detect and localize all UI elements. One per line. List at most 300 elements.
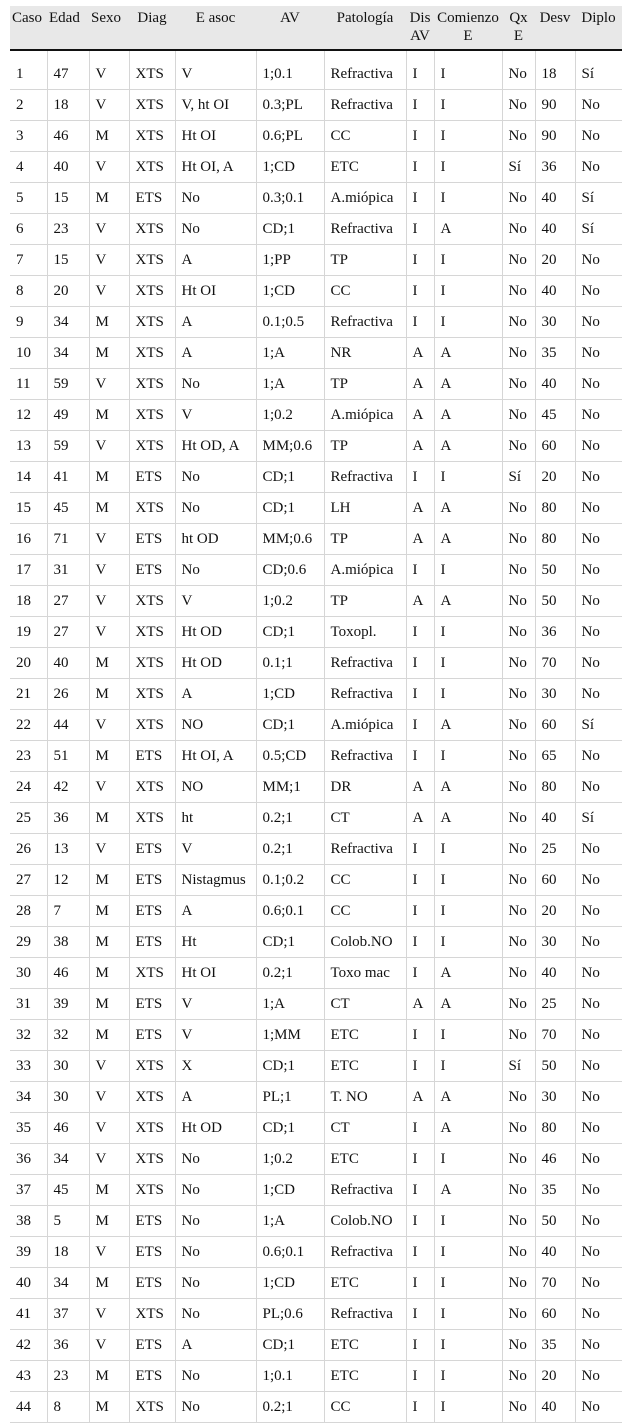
table-cell: 0.6;0.1 [256, 896, 324, 927]
table-cell: No [175, 1175, 256, 1206]
table-cell: 46 [47, 1113, 89, 1144]
table-row [10, 50, 622, 90]
table-cell: M [89, 183, 129, 214]
table-cell: ETC [324, 1268, 406, 1299]
table-cell: I [406, 1237, 434, 1268]
table-cell: MM;1 [256, 772, 324, 803]
table-cell: 27 [10, 865, 47, 896]
table-row [10, 1299, 622, 1330]
table-row [10, 338, 622, 369]
table-cell: No [502, 307, 535, 338]
table-cell: No [502, 710, 535, 741]
table-cell: 0.6;0.1 [256, 1237, 324, 1268]
table-cell: ETS [129, 1237, 175, 1268]
table-row [10, 1020, 622, 1051]
table-cell: I [406, 214, 434, 245]
table-cell: I [434, 245, 502, 276]
table-cell: 39 [47, 989, 89, 1020]
table-cell: ETS [129, 1268, 175, 1299]
table-cell: No [575, 1175, 622, 1206]
table-cell: Ht OD, A [175, 431, 256, 462]
table-cell: No [575, 338, 622, 369]
table-cell: Refractiva [324, 834, 406, 865]
table-cell: No [502, 214, 535, 245]
table-cell: A [175, 1330, 256, 1361]
table-cell: 60 [535, 431, 575, 462]
table-cell: M [89, 1020, 129, 1051]
table-cell: XTS [129, 369, 175, 400]
table-cell: No [575, 617, 622, 648]
table-cell: A [175, 307, 256, 338]
table-cell: 40 [47, 152, 89, 183]
table-cell: 12 [47, 865, 89, 896]
table-cell: 1;A [256, 989, 324, 1020]
table-cell: 38 [47, 927, 89, 958]
table-cell: I [406, 679, 434, 710]
table-cell: 1 [10, 50, 47, 90]
table-row [10, 555, 622, 586]
table-cell: 14 [10, 462, 47, 493]
table-cell: No [175, 555, 256, 586]
table-cell: ETC [324, 1330, 406, 1361]
table-cell: 65 [535, 741, 575, 772]
table-cell: A [434, 338, 502, 369]
table-cell: XTS [129, 276, 175, 307]
table-cell: 32 [47, 1020, 89, 1051]
table-cell: I [434, 50, 502, 90]
table-cell: 12 [10, 400, 47, 431]
table-cell: 45 [47, 1175, 89, 1206]
table-cell: ETC [324, 1020, 406, 1051]
table-cell: ht [175, 803, 256, 834]
table-cell: A [406, 369, 434, 400]
table-row [10, 307, 622, 338]
table-cell: No [502, 90, 535, 121]
table-cell: CT [324, 989, 406, 1020]
table-cell: NO [175, 710, 256, 741]
table-cell: No [575, 989, 622, 1020]
table-cell: ETS [129, 555, 175, 586]
table-cell: A.miópica [324, 400, 406, 431]
table-cell: No [175, 369, 256, 400]
table-cell: 8 [47, 1392, 89, 1423]
table-cell: No [502, 679, 535, 710]
table-cell: I [406, 1144, 434, 1175]
table-cell: 2 [10, 90, 47, 121]
table-cell: 20 [535, 462, 575, 493]
table-cell: A [434, 958, 502, 989]
table-cell: 18 [47, 1237, 89, 1268]
table-cell: No [575, 1361, 622, 1392]
table-cell: 38 [10, 1206, 47, 1237]
table-cell: I [406, 245, 434, 276]
table-cell: A [434, 524, 502, 555]
table-cell: XTS [129, 679, 175, 710]
table-cell: 1;CD [256, 1175, 324, 1206]
table-cell: Ht OI [175, 121, 256, 152]
table-cell: V [89, 369, 129, 400]
table-cell: A [406, 989, 434, 1020]
table-cell: 40 [535, 369, 575, 400]
table-cell: ETS [129, 896, 175, 927]
table-cell: 0.2;1 [256, 958, 324, 989]
table-cell: I [406, 90, 434, 121]
table-row [10, 152, 622, 183]
table-cell: No [502, 772, 535, 803]
table-cell: 1;MM [256, 1020, 324, 1051]
table-cell: No [502, 586, 535, 617]
table-cell: Refractiva [324, 462, 406, 493]
table-cell: 30 [47, 1082, 89, 1113]
table-cell: 15 [10, 493, 47, 524]
table-cell: No [575, 1051, 622, 1082]
table-cell: I [406, 741, 434, 772]
table-cell: 46 [535, 1144, 575, 1175]
table-cell: I [434, 1268, 502, 1299]
column-header [129, 6, 175, 50]
column-header-line: Desv [539, 10, 571, 26]
table-cell: I [434, 1392, 502, 1423]
table-cell: No [502, 1268, 535, 1299]
table-cell: XTS [129, 307, 175, 338]
table-cell: Toxo mac [324, 958, 406, 989]
table-cell: 25 [535, 834, 575, 865]
table-cell: CT [324, 1113, 406, 1144]
table-cell: 1;0.2 [256, 586, 324, 617]
column-header [535, 6, 575, 50]
table-row [10, 927, 622, 958]
column-header-line: Sexo [91, 10, 121, 26]
table-cell: 0.1;0.2 [256, 865, 324, 896]
table-cell: No [575, 1299, 622, 1330]
table-cell: A [406, 431, 434, 462]
table-cell: TP [324, 431, 406, 462]
table-cell: XTS [129, 493, 175, 524]
table-cell: I [406, 927, 434, 958]
table-cell: 15 [47, 245, 89, 276]
table-cell: 18 [47, 90, 89, 121]
table-cell: 50 [535, 1206, 575, 1237]
table-cell: No [502, 400, 535, 431]
table-row [10, 245, 622, 276]
table-cell: No [502, 834, 535, 865]
table-row [10, 1175, 622, 1206]
table-cell: A.miópica [324, 183, 406, 214]
table-cell: V [89, 710, 129, 741]
table-cell: 23 [47, 214, 89, 245]
table-cell: V [89, 152, 129, 183]
table-cell: XTS [129, 431, 175, 462]
table-cell: A [406, 586, 434, 617]
table-cell: M [89, 679, 129, 710]
table-cell: No [502, 183, 535, 214]
table-cell: XTS [129, 617, 175, 648]
table-row [10, 896, 622, 927]
table-cell: I [406, 121, 434, 152]
table-cell: ETC [324, 1144, 406, 1175]
table-cell: XTS [129, 648, 175, 679]
table-cell: V [89, 245, 129, 276]
table-cell: ETS [129, 927, 175, 958]
table-cell: 26 [10, 834, 47, 865]
table-cell: PL;0.6 [256, 1299, 324, 1330]
table-row [10, 586, 622, 617]
table-cell: No [575, 1392, 622, 1423]
table-cell: 36 [10, 1144, 47, 1175]
table-cell: I [406, 555, 434, 586]
table-cell: 50 [535, 586, 575, 617]
table-cell: No [575, 245, 622, 276]
table-cell: 19 [10, 617, 47, 648]
table-row [10, 1330, 622, 1361]
table-cell: A [434, 1113, 502, 1144]
table-cell: M [89, 927, 129, 958]
table-cell: A [406, 338, 434, 369]
table-cell: Sí [575, 50, 622, 90]
table-cell: 8 [10, 276, 47, 307]
table-cell: A [175, 338, 256, 369]
table-cell: 31 [47, 555, 89, 586]
table-cell: 1;A [256, 1206, 324, 1237]
table-cell: 34 [47, 1144, 89, 1175]
table-row [10, 1206, 622, 1237]
table-cell: Refractiva [324, 679, 406, 710]
table-cell: 33 [10, 1051, 47, 1082]
table-cell: I [434, 152, 502, 183]
table-cell: I [434, 1206, 502, 1237]
table-cell: No [502, 1392, 535, 1423]
table-cell: 1;CD [256, 1268, 324, 1299]
table-cell: 50 [535, 1051, 575, 1082]
table-cell: 60 [535, 710, 575, 741]
table-cell: 40 [47, 648, 89, 679]
table-cell: 41 [10, 1299, 47, 1330]
table-cell: No [575, 958, 622, 989]
table-cell: 27 [47, 617, 89, 648]
table-cell: No [575, 1144, 622, 1175]
table-cell: 7 [47, 896, 89, 927]
table-row [10, 710, 622, 741]
table-cell: No [502, 989, 535, 1020]
table-cell: I [406, 1051, 434, 1082]
table-cell: 20 [10, 648, 47, 679]
column-header-line: E [463, 28, 473, 44]
table-cell: A [434, 710, 502, 741]
table-cell: 50 [535, 555, 575, 586]
table-cell: Refractiva [324, 1299, 406, 1330]
column-header [324, 6, 406, 50]
table-cell: I [406, 183, 434, 214]
table-cell: Nistagmus [175, 865, 256, 896]
table-cell: 45 [47, 493, 89, 524]
table-cell: 22 [10, 710, 47, 741]
table-cell: No [502, 1082, 535, 1113]
table-body [10, 50, 622, 1423]
table-row [10, 648, 622, 679]
table-cell: No [575, 462, 622, 493]
table-cell: M [89, 896, 129, 927]
table-cell: 28 [10, 896, 47, 927]
table-cell: No [502, 1175, 535, 1206]
table-cell: XTS [129, 90, 175, 121]
table-cell: CD;1 [256, 493, 324, 524]
table-row [10, 121, 622, 152]
table-cell: No [575, 369, 622, 400]
table-cell: 35 [10, 1113, 47, 1144]
column-header [175, 6, 256, 50]
table-cell: No [502, 338, 535, 369]
table-cell: 1;0.1 [256, 1361, 324, 1392]
table-cell: 34 [10, 1082, 47, 1113]
table-cell: 0.3;0.1 [256, 183, 324, 214]
table-cell: No [502, 896, 535, 927]
table-cell: Sí [575, 803, 622, 834]
column-header-line: Caso [12, 10, 42, 26]
table-cell: V [175, 834, 256, 865]
table-cell: No [175, 1237, 256, 1268]
table-row [10, 1144, 622, 1175]
table-cell: V [89, 555, 129, 586]
table-cell: 51 [47, 741, 89, 772]
table-cell: No [175, 1361, 256, 1392]
column-header [406, 6, 434, 50]
table-cell: V [89, 90, 129, 121]
table-cell: No [575, 90, 622, 121]
table-cell: No [575, 555, 622, 586]
table-cell: No [575, 1020, 622, 1051]
table-cell: XTS [129, 958, 175, 989]
table-cell: 6 [10, 214, 47, 245]
table-cell: I [406, 1020, 434, 1051]
table-cell: Ht OD [175, 617, 256, 648]
table-cell: No [575, 121, 622, 152]
table-cell: I [434, 1020, 502, 1051]
table-cell: A.miópica [324, 710, 406, 741]
table-cell: 60 [535, 1299, 575, 1330]
table-cell: No [575, 493, 622, 524]
table-cell: M [89, 1206, 129, 1237]
table-cell: No [575, 834, 622, 865]
table-cell: A [406, 1082, 434, 1113]
table-cell: Refractiva [324, 50, 406, 90]
table-cell: 44 [47, 710, 89, 741]
table-cell: XTS [129, 152, 175, 183]
table-cell: TP [324, 524, 406, 555]
table-row [10, 772, 622, 803]
table-cell: 30 [47, 1051, 89, 1082]
table-cell: CD;1 [256, 1330, 324, 1361]
column-header [89, 6, 129, 50]
table-cell: A [434, 1175, 502, 1206]
table-cell: Sí [575, 214, 622, 245]
table-cell: 23 [10, 741, 47, 772]
table-cell: Refractiva [324, 648, 406, 679]
table-cell: 30 [535, 307, 575, 338]
table-cell: V [175, 1020, 256, 1051]
table-cell: 40 [535, 803, 575, 834]
table-cell: XTS [129, 803, 175, 834]
table-cell: M [89, 1392, 129, 1423]
table-cell: 37 [47, 1299, 89, 1330]
table-cell: M [89, 1361, 129, 1392]
table-cell: Refractiva [324, 1237, 406, 1268]
table-cell: 3 [10, 121, 47, 152]
table-cell: 35 [535, 338, 575, 369]
table-cell: 70 [535, 1020, 575, 1051]
table-cell: 60 [535, 865, 575, 896]
table-cell: M [89, 989, 129, 1020]
table-cell: 36 [535, 152, 575, 183]
table-cell: 5 [10, 183, 47, 214]
column-header-line: Comienzo [437, 10, 499, 26]
table-cell: TP [324, 586, 406, 617]
table-cell: 1;0.2 [256, 400, 324, 431]
table-cell: No [175, 183, 256, 214]
table-cell: 30 [535, 1082, 575, 1113]
table-cell: 37 [10, 1175, 47, 1206]
table-row [10, 90, 622, 121]
table-cell: Ht OI [175, 276, 256, 307]
table-cell: 34 [47, 338, 89, 369]
table-cell: I [406, 865, 434, 896]
table-cell: Colob.NO [324, 927, 406, 958]
table-cell: 15 [47, 183, 89, 214]
table-cell: I [434, 307, 502, 338]
table-cell: XTS [129, 245, 175, 276]
table-cell: CD;0.6 [256, 555, 324, 586]
table-cell: 46 [47, 958, 89, 989]
table-cell: T. NO [324, 1082, 406, 1113]
table-cell: Sí [502, 462, 535, 493]
table-cell: ETS [129, 524, 175, 555]
table-cell: 1;CD [256, 276, 324, 307]
table-cell: XTS [129, 1175, 175, 1206]
table-cell: 25 [535, 989, 575, 1020]
table-cell: 18 [10, 586, 47, 617]
table-row [10, 369, 622, 400]
table-cell: M [89, 958, 129, 989]
table-cell: 80 [535, 772, 575, 803]
table-cell: I [406, 50, 434, 90]
table-cell: 1;0.2 [256, 1144, 324, 1175]
table-cell: 70 [535, 648, 575, 679]
table-cell: M [89, 648, 129, 679]
table-cell: 9 [10, 307, 47, 338]
table-cell: MM;0.6 [256, 431, 324, 462]
table-cell: M [89, 400, 129, 431]
table-cell: 0.1;1 [256, 648, 324, 679]
table-cell: V [89, 214, 129, 245]
table-cell: A [434, 214, 502, 245]
table-cell: A [406, 772, 434, 803]
table-cell: 11 [10, 369, 47, 400]
table-cell: V [89, 1082, 129, 1113]
table-cell: 90 [535, 121, 575, 152]
table-cell: No [502, 555, 535, 586]
table-cell: ETS [129, 1020, 175, 1051]
table-cell: I [434, 276, 502, 307]
table-row [10, 1082, 622, 1113]
table-cell: M [89, 803, 129, 834]
table-cell: ETS [129, 183, 175, 214]
table-row [10, 214, 622, 245]
table-cell: XTS [129, 1299, 175, 1330]
table-cell: V [89, 1237, 129, 1268]
table-cell: 42 [10, 1330, 47, 1361]
table-cell: 80 [535, 1113, 575, 1144]
table-cell: 4 [10, 152, 47, 183]
table-cell: XTS [129, 1051, 175, 1082]
